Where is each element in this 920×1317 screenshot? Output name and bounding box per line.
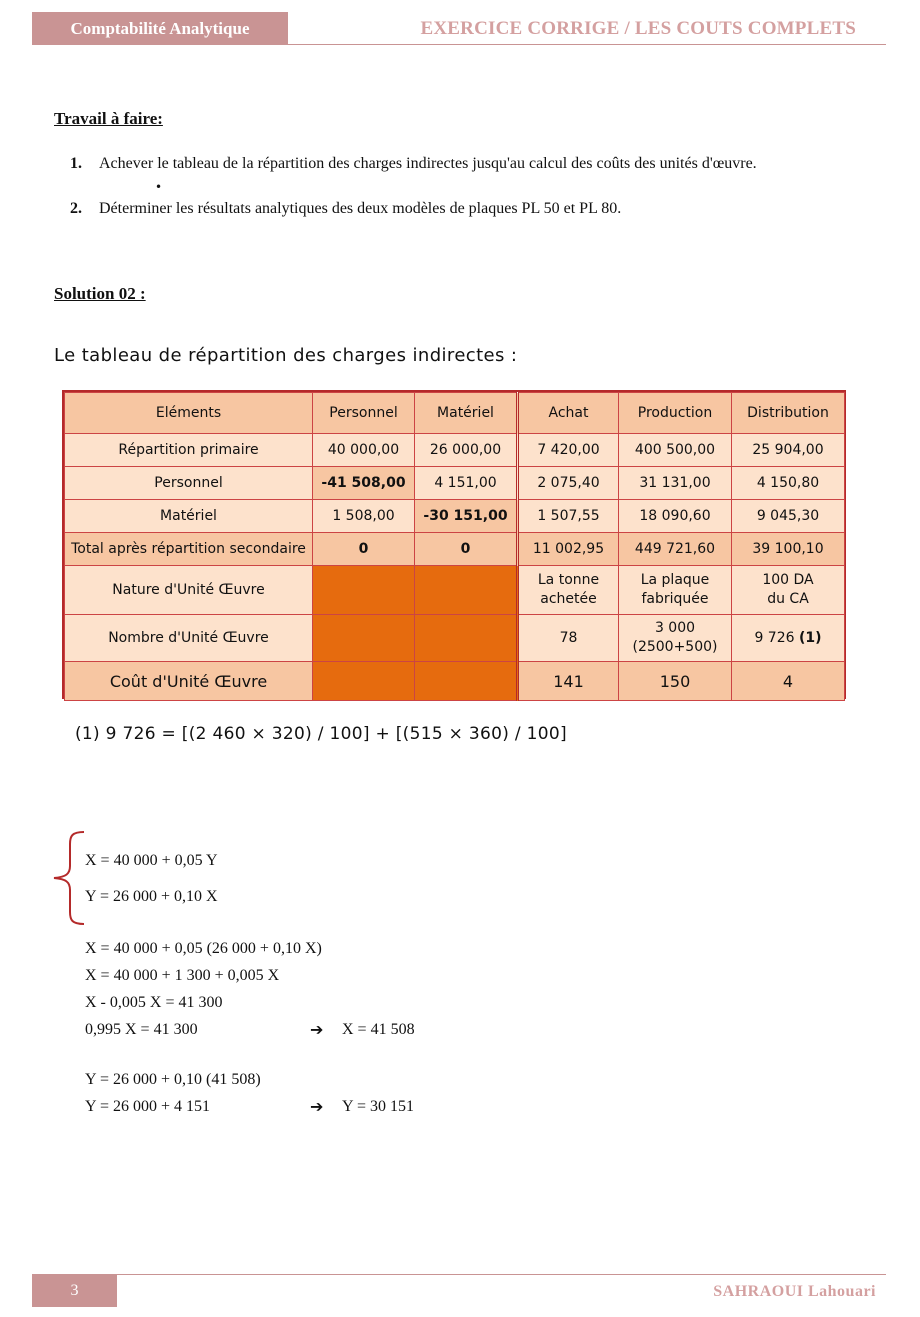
table-row-nature <box>65 566 845 615</box>
table-row-cost <box>65 662 845 701</box>
table-cell: 11 002,95 <box>518 533 619 566</box>
table-cell-highlight: -41 508,00 <box>313 467 415 500</box>
table-cell: 39 100,10 <box>732 533 845 566</box>
page-number: 3 <box>32 1275 117 1307</box>
empty-cell <box>313 566 415 615</box>
row-label: Matériel <box>65 500 313 533</box>
table-cell: 0 <box>313 533 415 566</box>
footnote-ref: (1) <box>799 629 822 646</box>
header-cell: Achat <box>518 393 619 434</box>
table-row <box>65 467 845 500</box>
table-cell: 7 420,00 <box>518 434 619 467</box>
row-label: Nombre d'Unité Œuvre <box>65 615 313 662</box>
task-number: 2. <box>70 200 82 217</box>
table-cell: 100 DA du CA <box>732 566 845 615</box>
table-cell: 78 <box>518 615 619 662</box>
empty-cell <box>415 662 518 701</box>
distribution-table <box>62 390 846 699</box>
row-label: Répartition primaire <box>65 434 313 467</box>
task-item <box>70 200 621 218</box>
table-cell: 1 508,00 <box>313 500 415 533</box>
table-cell: 449 721,60 <box>619 533 732 566</box>
row-label: Total après répartition secondaire <box>65 533 313 566</box>
table-cell: 3 000 (2500+500) <box>619 615 732 662</box>
step-line: Y = 26 000 + 0,10 (41 508) <box>85 1071 261 1088</box>
table-cell: 25 904,00 <box>732 434 845 467</box>
header-cell: Production <box>619 393 732 434</box>
table-cell: 31 131,00 <box>619 467 732 500</box>
table-cell: 18 090,60 <box>619 500 732 533</box>
step-line: X - 0,005 X = 41 300 <box>85 994 223 1011</box>
empty-cell <box>313 662 415 701</box>
table-cell: 40 000,00 <box>313 434 415 467</box>
row-label: Coût d'Unité Œuvre <box>65 662 313 701</box>
table-cell: 9 726 (1) <box>732 615 845 662</box>
footer-rule <box>32 1274 886 1275</box>
footnote: (1) 9 726 = [(2 460 × 320) / 100] + [(515 × 360) / 100] <box>75 724 567 744</box>
table-cell: 4 151,00 <box>415 467 518 500</box>
header-cell: Distribution <box>732 393 845 434</box>
header-cell: Personnel <box>313 393 415 434</box>
table-row <box>65 500 845 533</box>
author: SAHRAOUI Lahouari <box>713 1283 876 1300</box>
table-cell: 9 045,30 <box>732 500 845 533</box>
table-cell: 2 075,40 <box>518 467 619 500</box>
table-cell: 4 150,80 <box>732 467 845 500</box>
table-cell: 1 507,55 <box>518 500 619 533</box>
result-x: X = 41 508 <box>342 1021 415 1038</box>
stray-dot: • <box>155 180 163 194</box>
course-tab: Comptabilité Analytique <box>32 12 288 45</box>
header-rule <box>288 44 886 45</box>
table-cell: 400 500,00 <box>619 434 732 467</box>
row-label: Personnel <box>65 467 313 500</box>
table-intro: Le tableau de répartition des charges indirectes : <box>54 345 518 366</box>
table-cell: 150 <box>619 662 732 701</box>
step-line: X = 40 000 + 1 300 + 0,005 X <box>85 967 280 984</box>
task-number: 1. <box>70 155 82 172</box>
work-heading: Travail à faire: <box>54 109 163 128</box>
equation-y: Y = 26 000 + 0,10 X <box>85 888 218 905</box>
table-row-number <box>65 615 845 662</box>
arrow-right-icon: ➔ <box>310 1097 324 1116</box>
row-label: Nature d'Unité Œuvre <box>65 566 313 615</box>
table-cell: 26 000,00 <box>415 434 518 467</box>
arrow-right-icon: ➔ <box>310 1020 324 1039</box>
empty-cell <box>313 615 415 662</box>
empty-cell <box>415 615 518 662</box>
table-cell: 141 <box>518 662 619 701</box>
step-line: Y = 26 000 + 4 151 <box>85 1098 211 1115</box>
table-row <box>65 434 845 467</box>
task-text: Déterminer les résultats analytiques des deux modèles de plaques PL 50 et PL 80. <box>99 200 622 217</box>
header-cell: Eléments <box>65 393 313 434</box>
solution-heading: Solution 02 : <box>54 284 146 303</box>
table-cell: La tonne achetée <box>518 566 619 615</box>
table-header-row <box>65 393 845 434</box>
task-item <box>70 155 757 173</box>
table-cell: 4 <box>732 662 845 701</box>
result-y: Y = 30 151 <box>342 1098 414 1115</box>
document-title: EXERCICE CORRIGE / LES COUTS COMPLETS <box>420 18 856 39</box>
table-cell: La plaque fabriquée <box>619 566 732 615</box>
equation-x: X = 40 000 + 0,05 Y <box>85 852 218 869</box>
table-cell: 0 <box>415 533 518 566</box>
brace-icon <box>50 830 88 926</box>
step-line: 0,995 X = 41 300 <box>85 1021 198 1038</box>
empty-cell <box>415 566 518 615</box>
header-cell: Matériel <box>415 393 518 434</box>
task-text: Achever le tableau de la répartition des charges indirectes jusqu'au calcul des coûts des unités d'œuvre. <box>99 155 757 172</box>
step-line: X = 40 000 + 0,05 (26 000 + 0,10 X) <box>85 940 322 957</box>
table-row-total <box>65 533 845 566</box>
table-cell-highlight: -30 151,00 <box>415 500 518 533</box>
